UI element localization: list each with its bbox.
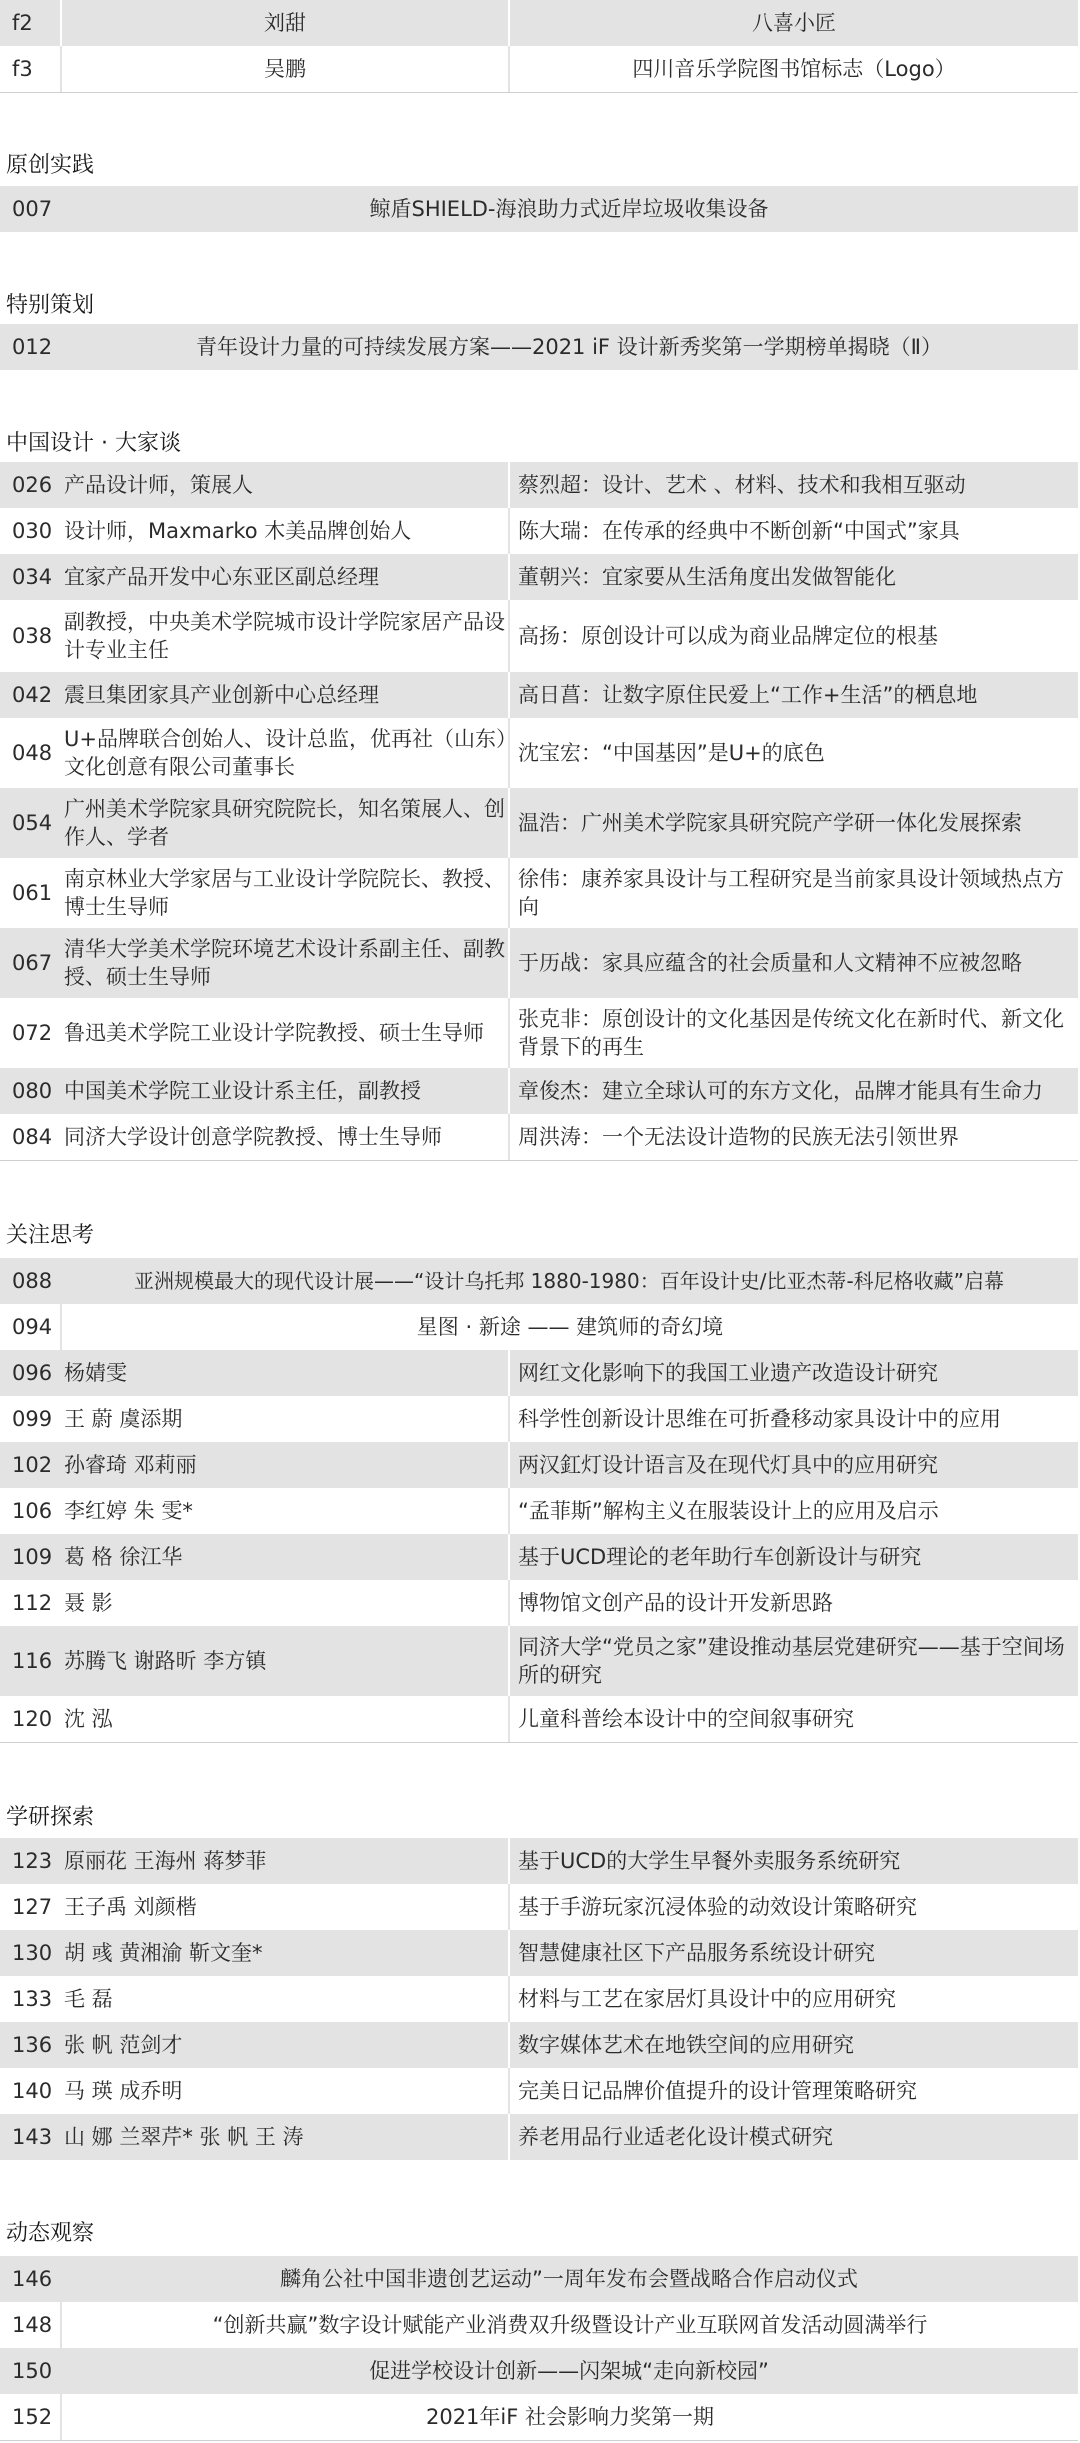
table-row (0, 1884, 1078, 1931)
row-number: 143 (12, 2125, 53, 2149)
table-row (0, 2302, 1078, 2349)
table-row (0, 718, 1078, 789)
row-number: 054 (12, 811, 53, 835)
row-number: 133 (12, 1987, 53, 2011)
author-names: 胡 彧 黄湘渝 靳文奎* (64, 1941, 263, 1965)
row-number: 084 (12, 1125, 53, 1149)
table-row (0, 1442, 1078, 1488)
table-row (0, 2348, 1078, 2394)
author-names: 王子禹 刘颜楷 (64, 1895, 197, 1919)
table-row (0, 1396, 1078, 1443)
table-row (0, 2114, 1078, 2160)
row-number: 106 (12, 1499, 53, 1523)
article-title: 儿童科普绘本设计中的空间叙事研究 (508, 1696, 1078, 1742)
article-title: 沈宝宏：“中国基因”是U+的底色 (508, 718, 1078, 788)
author-title: 南京林业大学家居与工业设计学院院长、教授、博士生导师 (64, 867, 505, 919)
table-row (0, 1580, 1078, 1627)
article-title: 章俊杰：建立全球认可的东方文化，品牌才能具有生命力 (508, 1068, 1078, 1114)
row-number: 038 (12, 624, 53, 648)
row-number: 042 (12, 683, 53, 707)
article-title: 基于UCD理论的老年助行车创新设计与研究 (508, 1534, 1078, 1580)
article-title: 科学性创新设计思维在可折叠移动家具设计中的应用 (508, 1396, 1078, 1442)
row-number: 146 (12, 2267, 53, 2291)
table-row (0, 1534, 1078, 1580)
row-number: 094 (12, 1315, 53, 1339)
author-title: 产品设计师，策展人 (64, 473, 253, 497)
article-title: 2021年iF 社会影响力奖第一期 (60, 2394, 1078, 2440)
row-number: 088 (12, 1269, 53, 1293)
row-number: 096 (12, 1361, 53, 1385)
author-names: 王 蔚 虞添期 (64, 1407, 183, 1431)
table-row (0, 600, 1078, 673)
article-title: 蔡烈超：设计、艺术 、材料、技术和我相互驱动 (508, 462, 1078, 508)
author-names: 沈 泓 (64, 1707, 113, 1731)
author-names: 葛 格 徐江华 (64, 1545, 183, 1569)
row-number: 116 (12, 1649, 53, 1673)
article-title: 陈大瑞：在传承的经典中不断创新“中国式”家具 (508, 508, 1078, 554)
article-title: 完美日记品牌价值提升的设计管理策略研究 (508, 2068, 1078, 2114)
row-number: 034 (12, 565, 53, 589)
article-title: 麟角公社中国非遗创艺运动”一周年发布会暨战略合作启动仪式 (280, 2267, 858, 2291)
article-title: 徐伟：康养家具设计与工程研究是当前家具设计领域热点方向 (508, 858, 1078, 928)
section-title: 动态观察 (6, 2221, 95, 2246)
author-title: 中国美术学院工业设计系主任，副教授 (64, 1079, 421, 1103)
article-title: 数字媒体艺术在地铁空间的应用研究 (508, 2022, 1078, 2068)
article-title: 促进学校设计创新——闪架城“走向新校园” (369, 2359, 769, 2383)
row-number: 072 (12, 1021, 53, 1045)
author-names: 山 娜 兰翠芹* 张 帆 王 涛 (64, 2125, 304, 2149)
row-number: 007 (12, 197, 53, 221)
section-title: 关注思考 (6, 1223, 95, 1248)
section-title: 原创实践 (6, 153, 95, 178)
work-title: 四川音乐学院图书馆标志（Logo） (508, 46, 1078, 92)
row-number: 148 (12, 2313, 53, 2337)
author-names: 马 瑛 成乔明 (64, 2079, 183, 2103)
table-row (0, 1068, 1078, 1114)
article-title: 青年设计力量的可持续发展方案——2021 iF 设计新秀奖第一学期榜单揭晓（Ⅱ） (195, 335, 943, 359)
row-number: 140 (12, 2079, 53, 2103)
designer-name: 刘甜 (60, 0, 508, 46)
row-number: 120 (12, 1707, 53, 1731)
article-title: 材料与工艺在家居灯具设计中的应用研究 (508, 1976, 1078, 2022)
article-title: “创新共赢”数字设计赋能产业消费双升级暨设计产业互联网首发活动圆满举行 (60, 2302, 1078, 2348)
table-row (0, 1304, 1078, 1351)
work-title: 八喜小匠 (508, 0, 1078, 46)
row-number: 080 (12, 1079, 53, 1103)
article-title: 高扬：原创设计可以成为商业品牌定位的根基 (508, 600, 1078, 672)
table-row (0, 928, 1078, 998)
table-row (0, 1930, 1078, 1976)
article-title: 高日菖：让数字原住民爱上“工作+生活”的栖息地 (508, 672, 1078, 718)
row-number: 130 (12, 1941, 53, 1965)
row-number: 030 (12, 519, 53, 543)
table-row (0, 186, 1078, 232)
article-title: 基于手游玩家沉浸体验的动效设计策略研究 (508, 1884, 1078, 1930)
article-title: “孟菲斯”解构主义在服装设计上的应用及启示 (508, 1488, 1078, 1534)
author-names: 张 帆 范剑才 (64, 2033, 183, 2057)
row-number: 067 (12, 951, 53, 975)
table-row (0, 2022, 1078, 2068)
table-row (0, 554, 1078, 600)
author-names: 李红婷 朱 雯* (64, 1499, 193, 1523)
table-row (0, 46, 1078, 93)
row-number: f2 (12, 11, 33, 35)
article-title: 养老用品行业适老化设计模式研究 (508, 2114, 1078, 2160)
table-row (0, 1350, 1078, 1396)
row-number: 099 (12, 1407, 53, 1431)
table-row (0, 788, 1078, 858)
row-number: 102 (12, 1453, 53, 1477)
row-number: 152 (12, 2405, 53, 2429)
author-title: 宜家产品开发中心东亚区副总经理 (64, 565, 379, 589)
author-title: 副教授，中央美术学院城市设计学院家居产品设计专业主任 (64, 610, 505, 662)
table-row (0, 2068, 1078, 2115)
table-row (0, 2394, 1078, 2441)
author-names: 苏腾飞 谢路昕 李方镇 (64, 1649, 267, 1673)
author-names: 聂 影 (64, 1591, 113, 1615)
table-row (0, 2256, 1078, 2302)
row-number: 109 (12, 1545, 53, 1569)
author-names: 杨婧雯 (64, 1361, 127, 1385)
article-title: 智慧健康社区下产品服务系统设计研究 (508, 1930, 1078, 1976)
table-row (0, 324, 1078, 370)
article-title: 于历战：家具应蕴含的社会质量和人文精神不应被忽略 (508, 928, 1078, 998)
author-title: 广州美术学院家具研究院院长，知名策展人、创作人、学者 (64, 797, 505, 849)
author-title: U+品牌联合创始人、设计总监，优再社（山东）文化创意有限公司董事长 (64, 727, 507, 779)
article-title: 博物馆文创产品的设计开发新思路 (508, 1580, 1078, 1626)
article-title: 网红文化影响下的我国工业遗产改造设计研究 (508, 1350, 1078, 1396)
row-number: 012 (12, 335, 53, 359)
article-title: 亚洲规模最大的现代设计展——“设计乌托邦 1880-1980：百年设计史/比亚杰蒂-科尼格收藏”启幕 (133, 1269, 1005, 1293)
article-title: 同济大学“党员之家”建设推动基层党建研究——基于空间场所的研究 (508, 1626, 1078, 1696)
designer-name: 吴鹏 (60, 46, 508, 92)
row-number: 150 (12, 2359, 53, 2383)
author-title: 同济大学设计创意学院教授、博士生导师 (64, 1125, 442, 1149)
row-number: 112 (12, 1591, 53, 1615)
table-row (0, 1838, 1078, 1884)
table-row (0, 462, 1078, 508)
article-title: 张克非：原创设计的文化基因是传统文化在新时代、新文化背景下的再生 (508, 998, 1078, 1068)
table-row (0, 1258, 1078, 1304)
table-row (0, 672, 1078, 718)
table-row (0, 1114, 1078, 1161)
article-title: 鲸盾SHIELD-海浪助力式近岸垃圾收集设备 (369, 197, 769, 221)
row-number: 123 (12, 1849, 53, 1873)
row-number: 127 (12, 1895, 53, 1919)
row-number: 061 (12, 881, 53, 905)
author-title: 震旦集团家具产业创新中心总经理 (64, 683, 379, 707)
row-number: 048 (12, 741, 53, 765)
table-row (0, 1488, 1078, 1535)
article-title: 星图 · 新途 —— 建筑师的奇幻境 (60, 1304, 1078, 1350)
article-title: 基于UCD的大学生早餐外卖服务系统研究 (508, 1838, 1078, 1884)
row-number: f3 (12, 57, 33, 81)
table-row (0, 998, 1078, 1069)
author-title: 清华大学美术学院环境艺术设计系副主任、副教授、硕士生导师 (64, 937, 505, 989)
author-title: 鲁迅美术学院工业设计学院教授、硕士生导师 (64, 1021, 484, 1045)
row-number: 026 (12, 473, 53, 497)
article-title: 温浩：广州美术学院家具研究院产学研一体化发展探索 (508, 788, 1078, 858)
table-row (0, 1976, 1078, 2023)
author-names: 孙睿琦 邓莉丽 (64, 1453, 197, 1477)
article-title: 周洪涛：一个无法设计造物的民族无法引领世界 (508, 1114, 1078, 1160)
author-title: 设计师，Maxmarko 木美品牌创始人 (64, 519, 412, 543)
section-title: 学研探索 (6, 1805, 95, 1830)
table-row (0, 508, 1078, 555)
author-names: 原丽花 王海州 蒋梦菲 (64, 1849, 267, 1873)
table-row (0, 1626, 1078, 1696)
table-row (0, 858, 1078, 929)
table-row (0, 1696, 1078, 1743)
article-title: 两汉釭灯设计语言及在现代灯具中的应用研究 (508, 1442, 1078, 1488)
table-row (0, 0, 1078, 46)
section-title: 中国设计 · 大家谈 (6, 431, 181, 456)
article-title: 董朝兴：宜家要从生活角度出发做智能化 (508, 554, 1078, 600)
author-names: 毛 磊 (64, 1987, 113, 2011)
section-title: 特别策划 (6, 293, 95, 318)
row-number: 136 (12, 2033, 53, 2057)
